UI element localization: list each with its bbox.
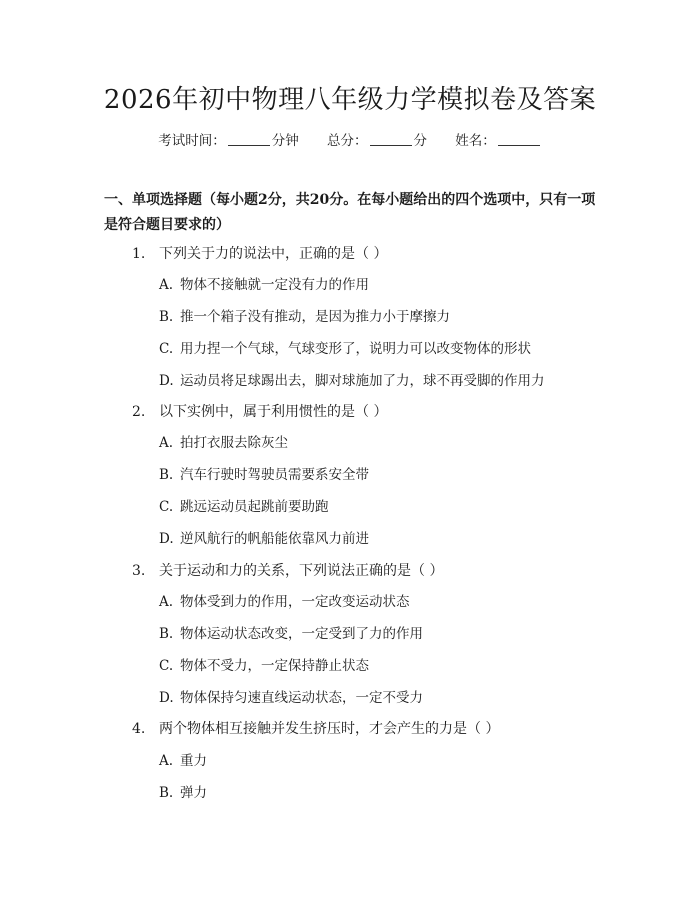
question-stem: 关于运动和力的关系，下列说法正确的是（ ） <box>159 563 444 579</box>
total-score-blank[interactable] <box>370 131 412 146</box>
exam-time-blank[interactable] <box>228 131 270 146</box>
option-text: 物体不接触就一定没有力的作用 <box>180 277 369 293</box>
page-title: 2026年初中物理八年级力学模拟卷及答案 <box>103 85 597 115</box>
option-letter: A. <box>159 435 174 451</box>
option-text: 物体保持匀速直线运动状态，一定不受力 <box>180 690 423 706</box>
question-stem: 下列关于力的说法中，正确的是（ ） <box>159 246 388 262</box>
option-text: 物体受到力的作用，一定改变运动状态 <box>180 594 410 610</box>
option-letter: A. <box>159 753 174 769</box>
option-letter: D. <box>159 531 174 547</box>
option-letter: B. <box>159 626 174 642</box>
question-number: 1. <box>132 246 146 262</box>
option-text: 物体不受力，一定保持静止状态 <box>180 658 369 674</box>
option-text: 汽车行驶时驾驶员需要系安全带 <box>180 467 369 483</box>
option-letter: B. <box>159 467 174 483</box>
option-text: 用力捏一个气球，气球变形了，说明力可以改变物体的形状 <box>180 341 531 357</box>
student-name-label: 姓名： <box>455 133 496 149</box>
total-score-unit: 分 <box>413 133 427 149</box>
option-text: 跳远运动员起跳前要助跑 <box>180 499 329 515</box>
option-text: 运动员将足球踢出去，脚对球施加了力，球不再受脚的作用力 <box>180 373 545 389</box>
total-score-field <box>327 131 427 151</box>
exam-time-label: 考试时间： <box>158 133 226 149</box>
option-text: 拍打衣服去除灰尘 <box>180 435 288 451</box>
option-text: 推一个箱子没有推动，是因为推力小于摩擦力 <box>180 309 450 325</box>
option-letter: D. <box>159 373 174 389</box>
option-text: 弹力 <box>180 785 207 801</box>
student-name-field <box>455 131 542 151</box>
option-text: 重力 <box>180 753 207 769</box>
question-number: 3. <box>132 563 146 579</box>
question-number: 2. <box>132 404 146 420</box>
option-text: 逆风航行的帆船能依靠风力前进 <box>180 531 369 547</box>
question-stem: 两个物体相互接触并发生挤压时，才会产生的力是（ ） <box>159 721 500 737</box>
section-title: 一、单项选择题（每小题2分，共20分。在每小题给出的四个选项中，只有一项是符合题目要求的） <box>104 192 596 233</box>
option-letter: A. <box>159 277 174 293</box>
exam-time-unit: 分钟 <box>271 133 299 149</box>
option-letter: B. <box>159 785 174 801</box>
total-score-label: 总分： <box>327 133 368 149</box>
option-letter: C. <box>159 341 174 357</box>
option-letter: B. <box>159 309 174 325</box>
option-text: 物体运动状态改变，一定受到了力的作用 <box>180 626 423 642</box>
option-letter: D. <box>159 690 174 706</box>
option-letter: C. <box>159 658 174 674</box>
exam-info-line <box>0 131 700 151</box>
option-letter: A. <box>159 594 174 610</box>
option-letter: C. <box>159 499 174 515</box>
question-number: 4. <box>132 721 146 737</box>
exam-time-field <box>158 131 299 151</box>
question-stem: 以下实例中，属于利用惯性的是（ ） <box>159 404 388 420</box>
student-name-blank[interactable] <box>498 131 540 146</box>
